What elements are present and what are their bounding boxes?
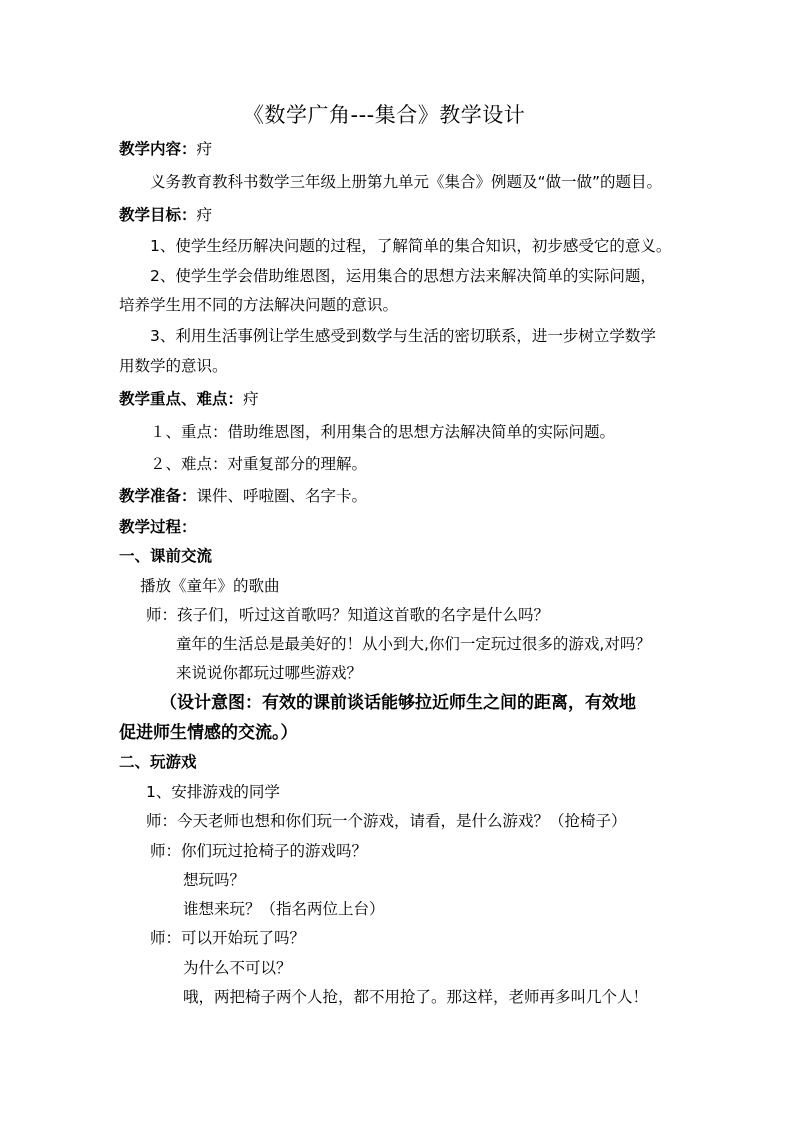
goal-item-2a: 2、使学生学会借助维恩图，运用集合的思想方法来解决简单的实际问题， — [150, 267, 656, 285]
goal-item-1: 1、使学生经历解决问题的过程，了解简单的集合知识，初步感受它的意义。 — [150, 237, 672, 255]
goals-heading: 教学目标： — [119, 206, 197, 224]
keypoints-mark: 疛 — [243, 390, 259, 408]
section2-line-4: 想玩吗？ — [183, 871, 246, 889]
design-intent-line-2: 促进师生情感的交流。） — [119, 723, 298, 743]
section2-line-7: 为什么不可以？ — [183, 959, 292, 977]
section2-heading: 二、玩游戏 — [119, 753, 197, 771]
prep-row — [119, 486, 367, 506]
content-mark: 疛 — [196, 140, 213, 158]
keypoints-row — [119, 389, 259, 409]
section2-line-2: 师：今天老师也想和你们玩一个游戏，请看，是什么游戏？（抢椅子） — [146, 812, 627, 830]
goals-row — [119, 205, 212, 225]
section2-line-3: 师：你们玩过抢椅子的游戏吗？ — [150, 842, 368, 860]
prep-text: 课件、呼啦圈、名字卡。 — [196, 487, 368, 505]
keypoints-heading: 教学重点、难点： — [119, 390, 244, 408]
goal-item-3b: 用数学的意识。 — [119, 357, 228, 375]
design-intent-line-1: （设计意图：有效的课前谈话能够拉近师生之间的距离，有效地 — [160, 693, 636, 713]
goal-item-2b: 培养学生用不同的方法解决问题的意识。 — [119, 296, 399, 314]
section1-line-1: 播放《童年》的歌曲 — [140, 577, 280, 595]
goal-item-3a: 3、利用生活事例让学生感受到数学与生活的密切联系，进一步树立学数学 — [150, 327, 656, 345]
goals-mark: 疛 — [196, 206, 213, 224]
keypoint-item-1: １、重点：借助维恩图，利用集合的思想方法解决简单的实际问题。 — [150, 423, 616, 441]
section2-line-5: 谁想来玩？（指名两位上台） — [183, 900, 385, 918]
document-title: 《数学广角---集合》教学设计 — [243, 103, 526, 127]
section2-line-6: 师：可以开始玩了吗？ — [150, 929, 306, 947]
process-heading: 教学过程： — [119, 518, 197, 536]
content-text: 义务教育教科书数学三年级上册第九单元《集合》例题及“做一做”的题目。 — [150, 173, 663, 191]
section1-line-3: 童年的生活总是最美好的！从小到大,你们一定玩过很多的游戏,对吗？ — [176, 635, 651, 653]
section1-line-4: 来说说你都玩过哪些游戏？ — [176, 664, 363, 682]
section1-heading: 一、课前交流 — [119, 547, 213, 565]
prep-heading: 教学准备： — [119, 487, 197, 505]
section2-line-1: 1、安排游戏的同学 — [146, 783, 280, 801]
content-heading: 教学内容： — [119, 140, 197, 158]
keypoint-item-2: ２、难点：对重复部分的理解。 — [150, 455, 368, 473]
section2-line-8: 哦，两把椅子两个人抢，都不用抢了。那这样，老师再多叫几个人！ — [183, 988, 649, 1006]
content-row — [119, 139, 212, 159]
section1-line-2: 师：孩子们，听过这首歌吗？知道这首歌的名字是什么吗？ — [146, 606, 550, 624]
